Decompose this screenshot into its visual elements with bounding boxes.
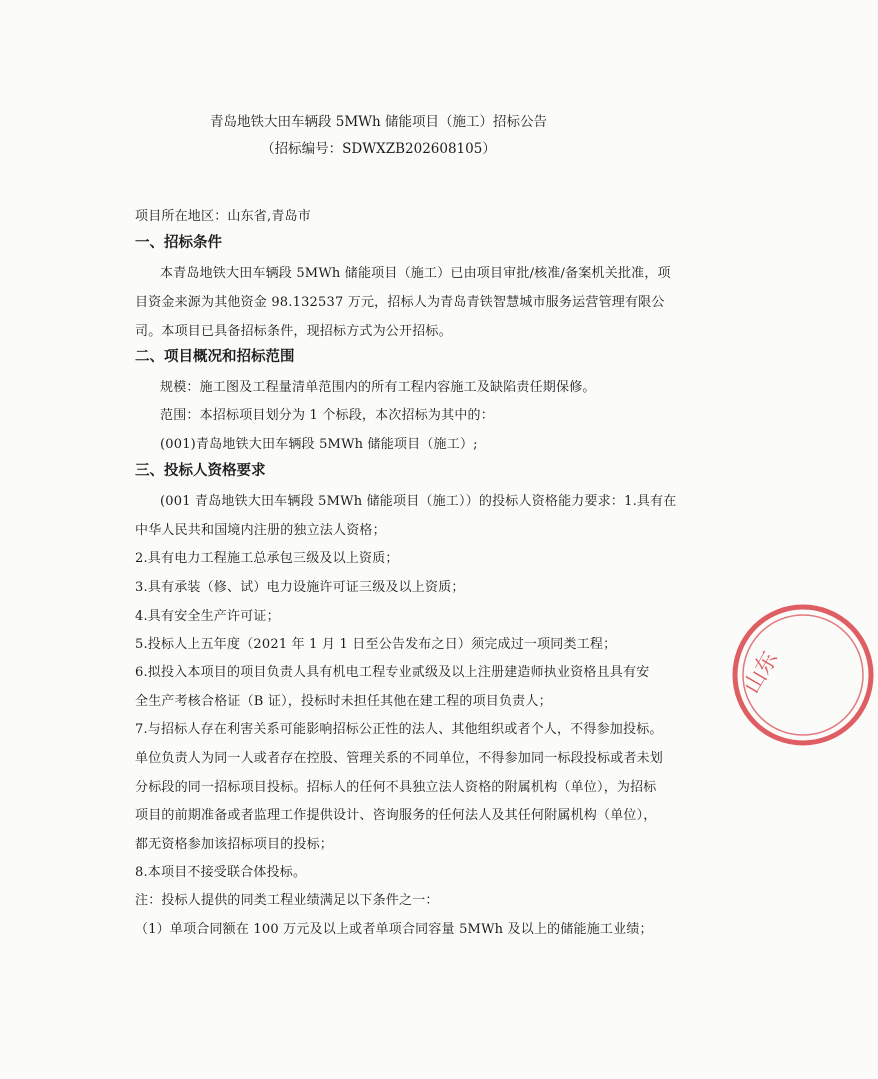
svg-text:山东: 山东 [739,647,784,698]
paragraph-line: (001)青岛地铁大田车辆段 5MWh 储能项目（施工）; [160,437,478,452]
paragraph-line: 6.拟投入本项目的项目负责人具有机电工程专业贰级及以上注册建造师执业资格且具有安 [135,665,650,680]
document-title: 青岛地铁大田车辆段 5MWh 储能项目（施工）招标公告 [209,114,548,130]
section-3-heading: 三、投标人资格要求 [135,463,266,479]
paragraph-line: 分标段的同一招标项目投标。招标人的任何不具独立法人资格的附属机构（单位），为招标 [135,780,657,795]
paragraph-line: 项目的前期准备或者监理工作提供设计、咨询服务的任何法人及其任何附属机构（单位）， [135,808,657,823]
official-seal-stamp [728,600,878,750]
paragraph-line: 都无资格参加该招标项目的投标； [135,837,334,852]
paragraph-line: 本青岛地铁大田车辆段 5MWh 储能项目（施工）已由项目审批/核准/备案机关批准，项 [160,266,671,281]
paragraph-line: 规模：施工图及工程量清单范围内的所有工程内容施工及缺陷责任期保修。 [160,380,596,395]
section-1-heading: 一、招标条件 [135,235,222,251]
paragraph-line: (001 青岛地铁大田车辆段 5MWh 储能项目（施工））的投标人资格能力要求：1.具有在 [160,494,677,509]
paragraph-line: 8.本项目不接受联合体投标。 [135,865,307,880]
paragraph-line: 司。本项目已具备招标条件，现招标方式为公开招标。 [135,324,452,339]
paragraph-line: 全生产考核合格证（B 证），投标时未担任其他在建工程的项目负责人； [135,694,552,709]
section-2-heading: 二、项目概况和招标范围 [135,349,295,365]
paragraph-line: 范围：本招标项目划分为 1 个标段，本次招标为其中的： [160,408,494,423]
note-line: 注：投标人提供的同类工程业绩满足以下条件之一： [135,893,439,908]
paragraph-line: 中华人民共和国境内注册的独立法人资格； [135,523,386,538]
paragraph-line: 4.具有安全生产许可证； [135,609,280,624]
paragraph-line: 目资金来源为其他资金 98.132537 万元，招标人为青岛青铁智慧城市服务运营管理有限公 [135,295,665,310]
paragraph-line: 3.具有承装（修、试）电力设施许可证三级及以上资质； [135,580,465,595]
tender-code: （招标编号：SDWXZB202608105） [261,141,496,157]
paragraph-line: 单位负责人为同一人或者存在控股、管理关系的不同单位，不得参加同一标段投标或者未划 [135,751,664,766]
paragraph-line: 7.与招标人存在利害关系可能影响招标公正性的法人、其他组织或者个人，不得参加投标。 [135,722,663,737]
project-region: 项目所在地区：山东省,青岛市 [135,209,311,224]
paragraph-line: 5.投标人上五年度（2021 年 1 月 1 日至公告发布之日）须完成过一项同类工程； [135,637,617,652]
paragraph-line: 2.具有电力工程施工总承包三级及以上资质； [135,551,399,566]
note-item: （1）单项合同额在 100 万元及以上或者单项合同容量 5MWh 及以上的储能施工业绩； [135,922,653,937]
